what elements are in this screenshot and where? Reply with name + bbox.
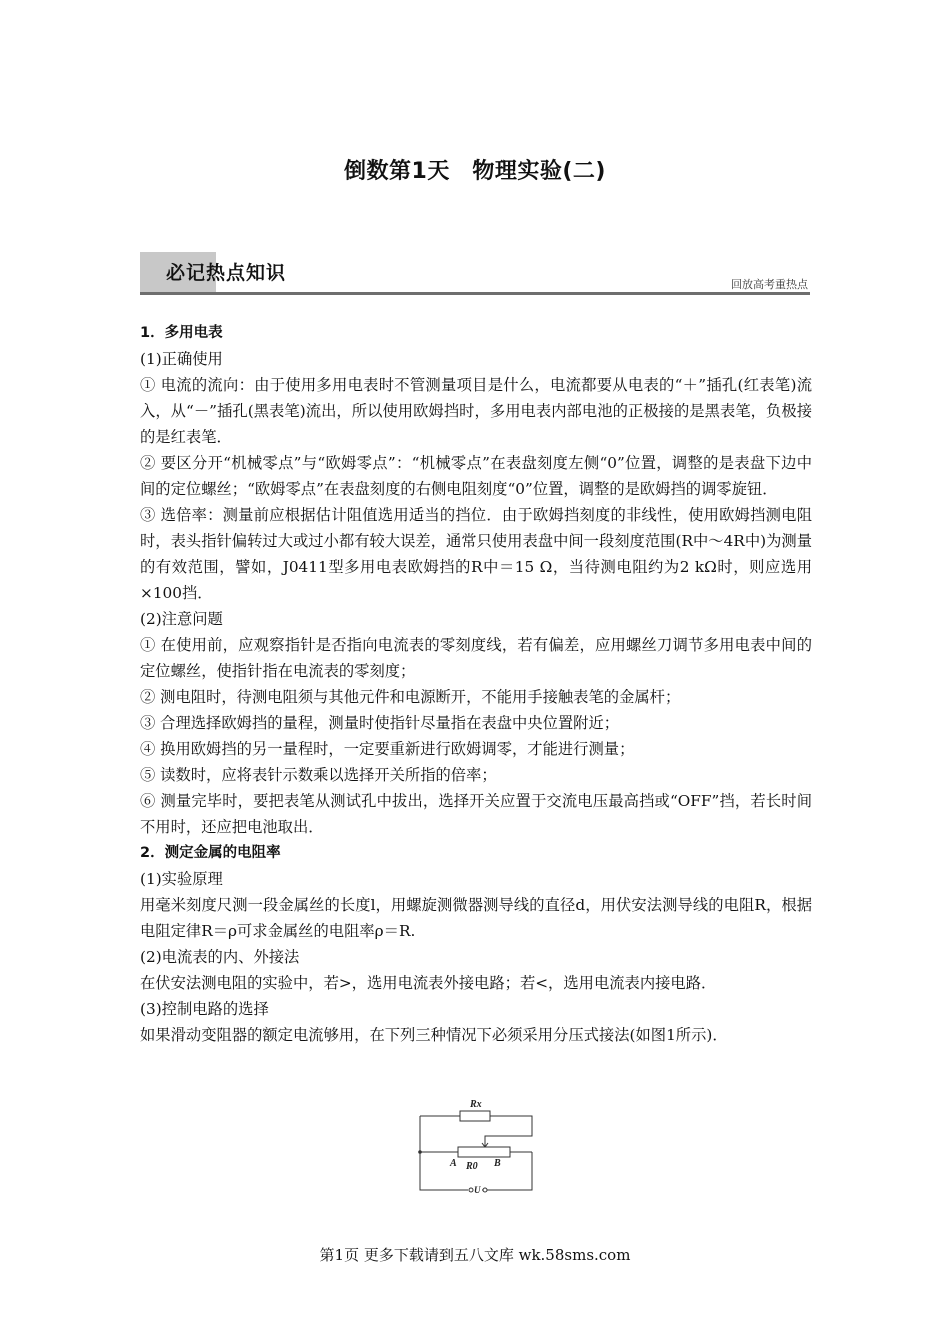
- resistor-rx: [460, 1111, 490, 1121]
- section-banner: [140, 252, 810, 296]
- terminal-right: [483, 1188, 487, 1192]
- paragraph: (2)注意问题: [140, 610, 223, 628]
- banner-rule: [140, 292, 810, 295]
- rheostat-r0: [458, 1147, 510, 1157]
- banner-tag: 回放高考重热点: [731, 278, 808, 291]
- paragraph: ① 电流的流向：由于使用多用电表时不管测量项目是什么，电流都要从电表的“＋”插孔(红表笔)流入，从“－”插孔(黑表笔)流出，所以使用欧姆挡时，多用电表内部电池的正极接的是黑表笔，负极接的是红表笔．: [140, 376, 812, 446]
- paragraph: ③ 合理选择欧姆挡的量程，测量时使指针尽量指在表盘中央位置附近；: [140, 714, 620, 732]
- label-a: A: [450, 1158, 457, 1169]
- paragraph: ③ 选倍率：测量前应根据估计阻值选用适当的挡位．由于欧姆挡刻度的非线性，使用欧姆挡测电阻时，表头指针偏转过大或过小都有较大误差，通常只使用表盘中间一段刻度范围(R中～4R中)为测量的有效范围，譬如，J0411型多用电表欧姆挡的R中＝15 Ω，当待测电阻约为2 kΩ时，则应选用×100挡．: [140, 506, 812, 602]
- paragraph: ② 要区分开“机械零点”与“欧姆零点”：“机械零点”在表盘刻度左侧“0”位置，调整的是表盘下边中间的定位螺丝；“欧姆零点”在表盘刻度的右侧电阻刻度“0”位置，调整的是欧姆挡的调零旋钮．: [140, 454, 812, 498]
- page-footer: 第1页 更多下载请到五八文库 wk.58sms.com: [319, 1246, 631, 1264]
- paragraph: (3)控制电路的选择: [140, 1000, 269, 1018]
- paragraph: 用毫米刻度尺测一段金属丝的长度l，用螺旋测微器测导线的直径d，用伏安法测导线的电阻R，根据电阻定律R＝ρ可求金属丝的电阻率ρ＝R.: [140, 896, 812, 940]
- label-u: U: [474, 1185, 481, 1195]
- label-rx: Rx: [470, 1099, 482, 1110]
- junction-node: [418, 1150, 422, 1154]
- paragraph: ⑥ 测量完毕时，要把表笔从测试孔中拔出，选择开关应置于交流电压最高挡或“OFF”挡，若长时间不用时，还应把电池取出．: [140, 792, 812, 836]
- paragraph: ① 在使用前，应观察指针是否指向电流表的零刻度线，若有偏差，应用螺丝刀调节多用电表中间的定位螺丝，使指针指在电流表的零刻度；: [140, 636, 812, 680]
- wire-top-right: [485, 1116, 532, 1146]
- wire-right-bottom: [482, 1152, 532, 1190]
- paragraph: (1)实验原理: [140, 870, 223, 888]
- paragraph: ⑤ 读数时，应将表针示数乘以选择开关所指的倍率；: [140, 766, 497, 784]
- page-title: 倒数第1天 物理实验(二): [344, 159, 606, 184]
- terminal-left: [469, 1188, 473, 1192]
- paragraph: ④ 换用欧姆挡的另一量程时，一定要重新进行欧姆调零，才能进行测量；: [140, 740, 635, 758]
- section-heading: 2．测定金属的电阻率: [140, 845, 281, 861]
- paragraph: (1)正确使用: [140, 350, 223, 368]
- paragraph: ② 测电阻时，待测电阻须与其他元件和电源断开，不能用手接触表笔的金属杆；: [140, 688, 681, 706]
- paragraph: 如果滑动变阻器的额定电流够用，在下列三种情况下必须采用分压式接法(如图1所示)．: [140, 1026, 728, 1044]
- paragraph: (2)电流表的内、外接法: [140, 948, 300, 966]
- circuit-diagram: [410, 1094, 540, 1196]
- paragraph: 在伏安法测电阻的实验中，若>，选用电流表外接电路；若<，选用电流表内接电路．: [140, 974, 717, 992]
- section-heading: 1．多用电表: [140, 325, 223, 341]
- label-b: B: [494, 1158, 501, 1169]
- banner-heading: 必记热点知识: [166, 262, 287, 284]
- label-r0: R0: [466, 1161, 478, 1172]
- document-body: [140, 320, 812, 1048]
